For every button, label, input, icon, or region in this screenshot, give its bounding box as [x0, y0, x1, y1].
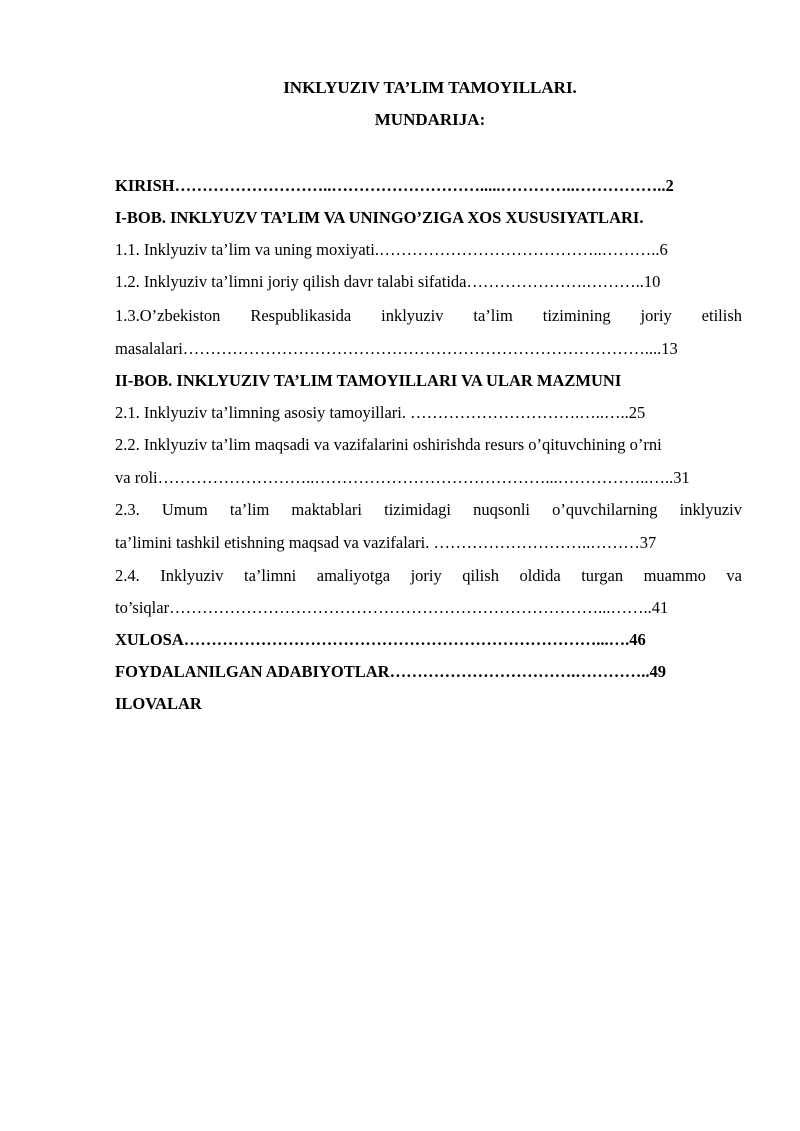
- toc-entry-2-2-line-2: va roli………………………..……………………………………...……………..…..31: [115, 468, 690, 487]
- toc-chapter-1-heading: I-BOB. INKLYUZV TA’LIM VA UNINGO’ZIGA XOS XUSUSIYATLARI.: [115, 208, 644, 227]
- toc-entry-2-4-line-1: 2.4. Inklyuziv ta’limni amaliyotga joriy qilish oldida turgan muammo va: [115, 566, 742, 585]
- toc-entry-xulosa: XULOSA…………………………………………………………………...….46: [115, 630, 646, 649]
- toc-entry-1-2: 1.2. Inklyuziv ta’limni joriy qilish davr talabi sifatida………………….………..10: [115, 272, 661, 291]
- document-title: INKLYUZIV TA’LIM TAMOYILLARI.: [283, 78, 577, 97]
- toc-entry-kirish: KIRISH………………………..……………………….....…………..……………..2: [115, 176, 674, 195]
- toc-entry-adabiyotlar: FOYDALANILGAN ADABIYOTLAR…………………………….…………..49: [115, 662, 666, 681]
- toc-entry-2-1: 2.1. Inklyuziv ta’limning asosiy tamoyillari. ………………………….…..…..25: [115, 403, 646, 422]
- toc-entry-2-2-line-1: 2.2. Inklyuziv ta’lim maqsadi va vazifalarini oshirishda resurs o’qituvchining o’rni: [115, 435, 662, 454]
- toc-entry-2-3-line-2: ta’limini tashkil etishning maqsad va vazifalari. ………………………..………37: [115, 533, 657, 552]
- toc-entry-2-4-line-2: to’siqlar……………………………………………………………………...……..41: [115, 598, 669, 617]
- toc-chapter-2-heading: II-BOB. INKLYUZIV TA’LIM TAMOYILLARI VA ULAR MAZMUNI: [115, 371, 622, 390]
- toc-entry-1-3-line-2: masalalari…………………………………………………………………………....13: [115, 339, 678, 358]
- toc-entry-1-3-line-1: 1.3.O’zbekiston Respublikasida inklyuziv ta’lim tizimining joriy etilish: [115, 306, 742, 325]
- toc-entry-ilovalar: ILOVALAR: [115, 694, 202, 713]
- toc-entry-1-1: 1.1. Inklyuziv ta’lim va uning moxiyati.…………………………………..………..6: [115, 240, 668, 259]
- toc-entry-2-3-line-1: 2.3. Umum ta’lim maktablari tizimidagi nuqsonli o’quvchilarning inklyuziv: [115, 500, 742, 519]
- document-subtitle: MUNDARIJA:: [374, 110, 486, 129]
